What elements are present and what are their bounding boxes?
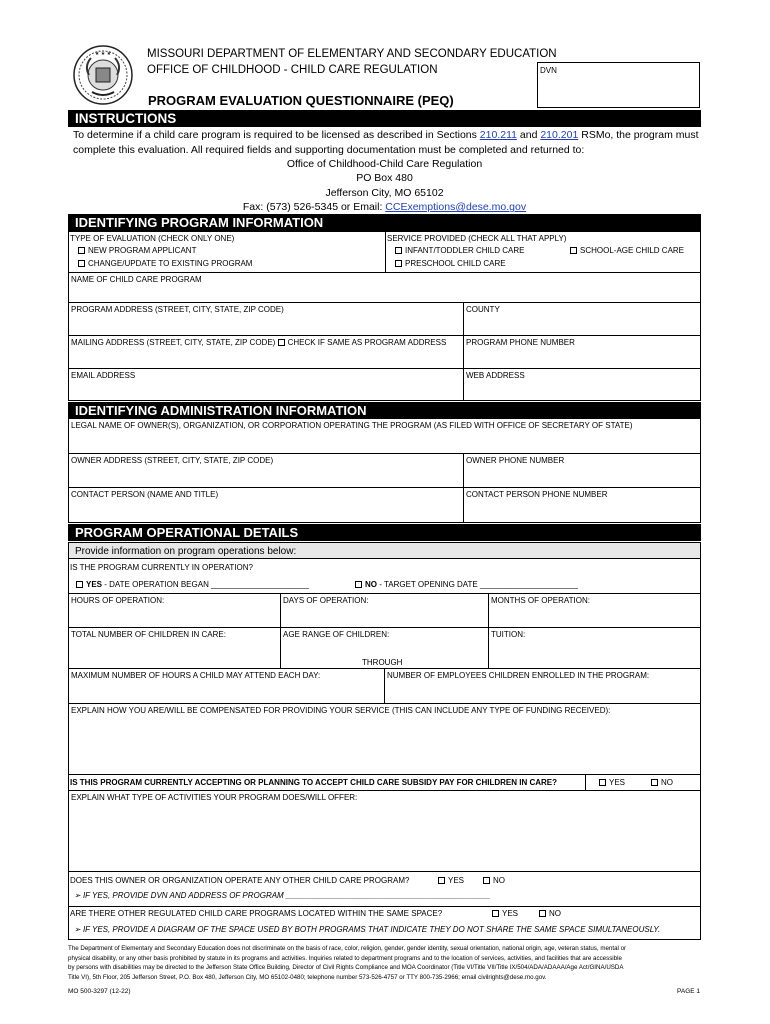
section-210-211-link[interactable]: 210.211 (479, 129, 517, 141)
other-program-yes-option[interactable]: YES (438, 876, 464, 886)
dvn-field[interactable] (537, 62, 700, 108)
address-line-2: PO Box 480 (356, 172, 413, 185)
other-program-ifyes[interactable]: ➢ IF YES, PROVIDE DVN AND ADDRESS OF PROGRAM ______________________________________________ (74, 891, 491, 900)
instructions-line1: To determine if a child care program is required to be licensed as described in Sections 210.211 and 210.201 RSMo, the program must (73, 129, 699, 141)
same-space-question: ARE THERE OTHER REGULATED CHILD CARE PROGRAMS LOCATED WITHIN THE SAME SPACE? (70, 909, 443, 918)
checkbox-icon[interactable] (492, 910, 499, 917)
arrow-bullet-icon: ➢ (74, 891, 83, 900)
age-range-field[interactable]: AGE RANGE OF CHILDREN: (280, 627, 489, 669)
divider (385, 231, 386, 273)
preschool-option[interactable]: PRESCHOOL CHILD CARE (395, 259, 506, 269)
subsidy-question: IS THIS PROGRAM CURRENTLY ACCEPTING OR PLANNING TO ACCEPT CHILD CARE SUBSIDY PAY FOR CHILDREN IN CARE? (70, 778, 558, 787)
activities-field[interactable]: EXPLAIN WHAT TYPE OF ACTIVITIES YOUR PROGRAM DOES/WILL OFFER: (68, 790, 701, 872)
checkbox-icon[interactable] (355, 581, 362, 588)
section-210-201-link[interactable]: 210.201 (540, 129, 579, 141)
checkbox-icon[interactable] (539, 910, 546, 917)
address-line-1: Office of Childhood-Child Care Regulation (286, 158, 483, 170)
checkbox-icon[interactable] (599, 779, 606, 786)
employees-field[interactable]: NUMBER OF EMPLOYEES CHILDREN ENROLLED IN THE PROGRAM: (384, 668, 701, 704)
program-phone-field[interactable]: PROGRAM PHONE NUMBER (463, 335, 701, 369)
other-program-no-option[interactable]: NO (483, 876, 505, 886)
school-age-option[interactable]: SCHOOL-AGE CHILD CARE (570, 246, 684, 256)
checkbox-icon[interactable] (570, 247, 577, 254)
through-label: THROUGH (362, 658, 403, 667)
tuition-field[interactable]: TUITION: (488, 627, 701, 669)
other-program-question: DOES THIS OWNER OR ORGANIZATION OPERATE ANY OTHER CHILD CARE PROGRAM? (70, 876, 410, 885)
dept-name: MISSOURI DEPARTMENT OF ELEMENTARY AND SECONDARY EDUCATION (147, 48, 557, 60)
operations-subheading: Provide information on program operations below: (68, 542, 701, 559)
checkbox-icon[interactable] (438, 877, 445, 884)
form-number: MO 500-3297 (12-22) (68, 988, 131, 995)
program-name-field[interactable]: NAME OF CHILD CARE PROGRAM (68, 272, 701, 303)
legal-name-field[interactable]: LEGAL NAME OF OWNER(S), ORGANIZATION, OR CORPORATION OPERATING THE PROGRAM (AS FILED WITH OFFICE OF SECRETARY OF STATE) (68, 418, 701, 454)
currently-operating-question: IS THE PROGRAM CURRENTLY IN OPERATION? (70, 563, 253, 572)
state-seal-logo (72, 44, 134, 106)
total-children-field[interactable]: TOTAL NUMBER OF CHILDREN IN CARE: (68, 627, 281, 669)
same-space-ifyes: ➢ IF YES, PROVIDE A DIAGRAM OF THE SPACE USED BY BOTH PROGRAMS THAT INDICATE THEY DO NOT SHARE THE SAME SPACE SIMULTANEOUSLY. (74, 925, 661, 934)
same-space-yes-option[interactable]: YES (492, 909, 518, 919)
compensation-field[interactable]: EXPLAIN HOW YOU ARE/WILL BE COMPENSATED FOR PROVIDING YOUR SERVICE (THIS CAN INCLUDE ANY TYPE OF FUNDING RECEIVED): (68, 703, 701, 775)
checkbox-icon[interactable] (483, 877, 490, 884)
arrow-bullet-icon: ➢ (74, 925, 83, 934)
new-applicant-option[interactable]: NEW PROGRAM APPLICANT (78, 246, 196, 256)
service-provided-label: SERVICE PROVIDED (CHECK ALL THAT APPLY) (387, 234, 567, 243)
email-address-field[interactable]: EMAIL ADDRESS (68, 368, 464, 401)
contact-person-field[interactable]: CONTACT PERSON (NAME AND TITLE) (68, 487, 464, 523)
form-title: PROGRAM EVALUATION QUESTIONNAIRE (PEQ) (148, 93, 454, 108)
same-as-program-checkbox[interactable] (278, 339, 285, 346)
divider (585, 774, 586, 791)
seal-icon (72, 44, 134, 106)
office-name: OFFICE OF CHILDHOOD - CHILD CARE REGULATION (147, 64, 438, 76)
months-field[interactable]: MONTHS OF OPERATION: (488, 593, 701, 628)
exemptions-email-link[interactable]: CCExemptions@dese.mo.gov (385, 201, 527, 214)
program-address-field[interactable]: PROGRAM ADDRESS (STREET, CITY, STATE, ZIP CODE) (68, 302, 464, 336)
owner-address-field[interactable]: OWNER ADDRESS (STREET, CITY, STATE, ZIP CODE) (68, 453, 464, 488)
contact-phone-field[interactable]: CONTACT PERSON PHONE NUMBER (463, 487, 701, 523)
mailing-address-block (68, 157, 701, 215)
subsidy-no-option[interactable]: NO (651, 778, 673, 788)
same-space-no-option[interactable]: NO (539, 909, 561, 919)
max-hours-field[interactable]: MAXIMUM NUMBER OF HOURS A CHILD MAY ATTEND EACH DAY: (68, 668, 385, 704)
owner-phone-field[interactable]: OWNER PHONE NUMBER (463, 453, 701, 488)
fax-email-line: Fax: (573) 526-5345 or Email: CCExemptions@dese.mo.gov (242, 201, 527, 214)
operations-heading: PROGRAM OPERATIONAL DETAILS (68, 524, 701, 541)
checkbox-icon[interactable] (78, 260, 85, 267)
dvn-label: DVN (540, 66, 557, 75)
county-field[interactable]: COUNTY (463, 302, 701, 336)
instructions-heading: INSTRUCTIONS (68, 110, 701, 127)
subsidy-yes-option[interactable]: YES (599, 778, 625, 788)
address-line-3: Jefferson City, MO 65102 (325, 186, 444, 199)
infant-toddler-option[interactable]: INFANT/TODDLER CHILD CARE (395, 246, 524, 256)
currently-yes-option[interactable]: YES - DATE OPERATION BEGAN ______________________ (76, 580, 309, 590)
checkbox-icon[interactable] (78, 247, 85, 254)
days-field[interactable]: DAYS OF OPERATION: (280, 593, 489, 628)
currently-no-option[interactable]: NO - TARGET OPENING DATE ______________________ (355, 580, 578, 590)
checkbox-icon[interactable] (76, 581, 83, 588)
page-number: PAGE 1 (677, 988, 701, 995)
identifying-admin-heading: IDENTIFYING ADMINISTRATION INFORMATION (68, 402, 701, 419)
web-address-field[interactable]: WEB ADDRESS (463, 368, 701, 401)
nondiscrimination-statement: The Department of Elementary and Secondary Education does not discriminate on the basis of race, color, religion, gender, gender identity, sexual orientation, national origin, age, veteran status, mental or physical disability, or any other basis prohibited by statute in its programs and activities. Inquiries related to department programs and to the location of services, activities, and facilities that are accessible by persons with disabilities may be directed to the Jefferson State Office Building, Director of Civil Rights Compliance and MOA Coordinator (Title VI/Title VII/Title IX/504/ADA/ADAAA/Age Act/GINA/USDA Title VI), 5th Floor, 205 Jefferson Street, P.O. Box 480, Jefferson City, MO 65102-0480; telephone number 573-526-4757 or TTY 800-735-2966; email civilrights@dese.mo.gov. (68, 945, 627, 981)
svg-text:★ ★ ★: ★ ★ ★ (94, 51, 112, 57)
instructions-line2: complete this evaluation. All required fields and supporting documentation must be completed and returned to: (73, 144, 585, 156)
change-update-option[interactable]: CHANGE/UPDATE TO EXISTING PROGRAM (78, 259, 252, 269)
mailing-address-field[interactable]: MAILING ADDRESS (STREET, CITY, STATE, ZIP CODE) CHECK IF SAME AS PROGRAM ADDRESS (68, 335, 464, 369)
checkbox-icon[interactable] (651, 779, 658, 786)
identifying-program-heading: IDENTIFYING PROGRAM INFORMATION (68, 214, 701, 231)
checkbox-icon[interactable] (395, 247, 402, 254)
checkbox-icon[interactable] (395, 260, 402, 267)
hours-field[interactable]: HOURS OF OPERATION: (68, 593, 281, 628)
type-of-evaluation-label: TYPE OF EVALUATION (CHECK ONLY ONE) (70, 234, 235, 243)
